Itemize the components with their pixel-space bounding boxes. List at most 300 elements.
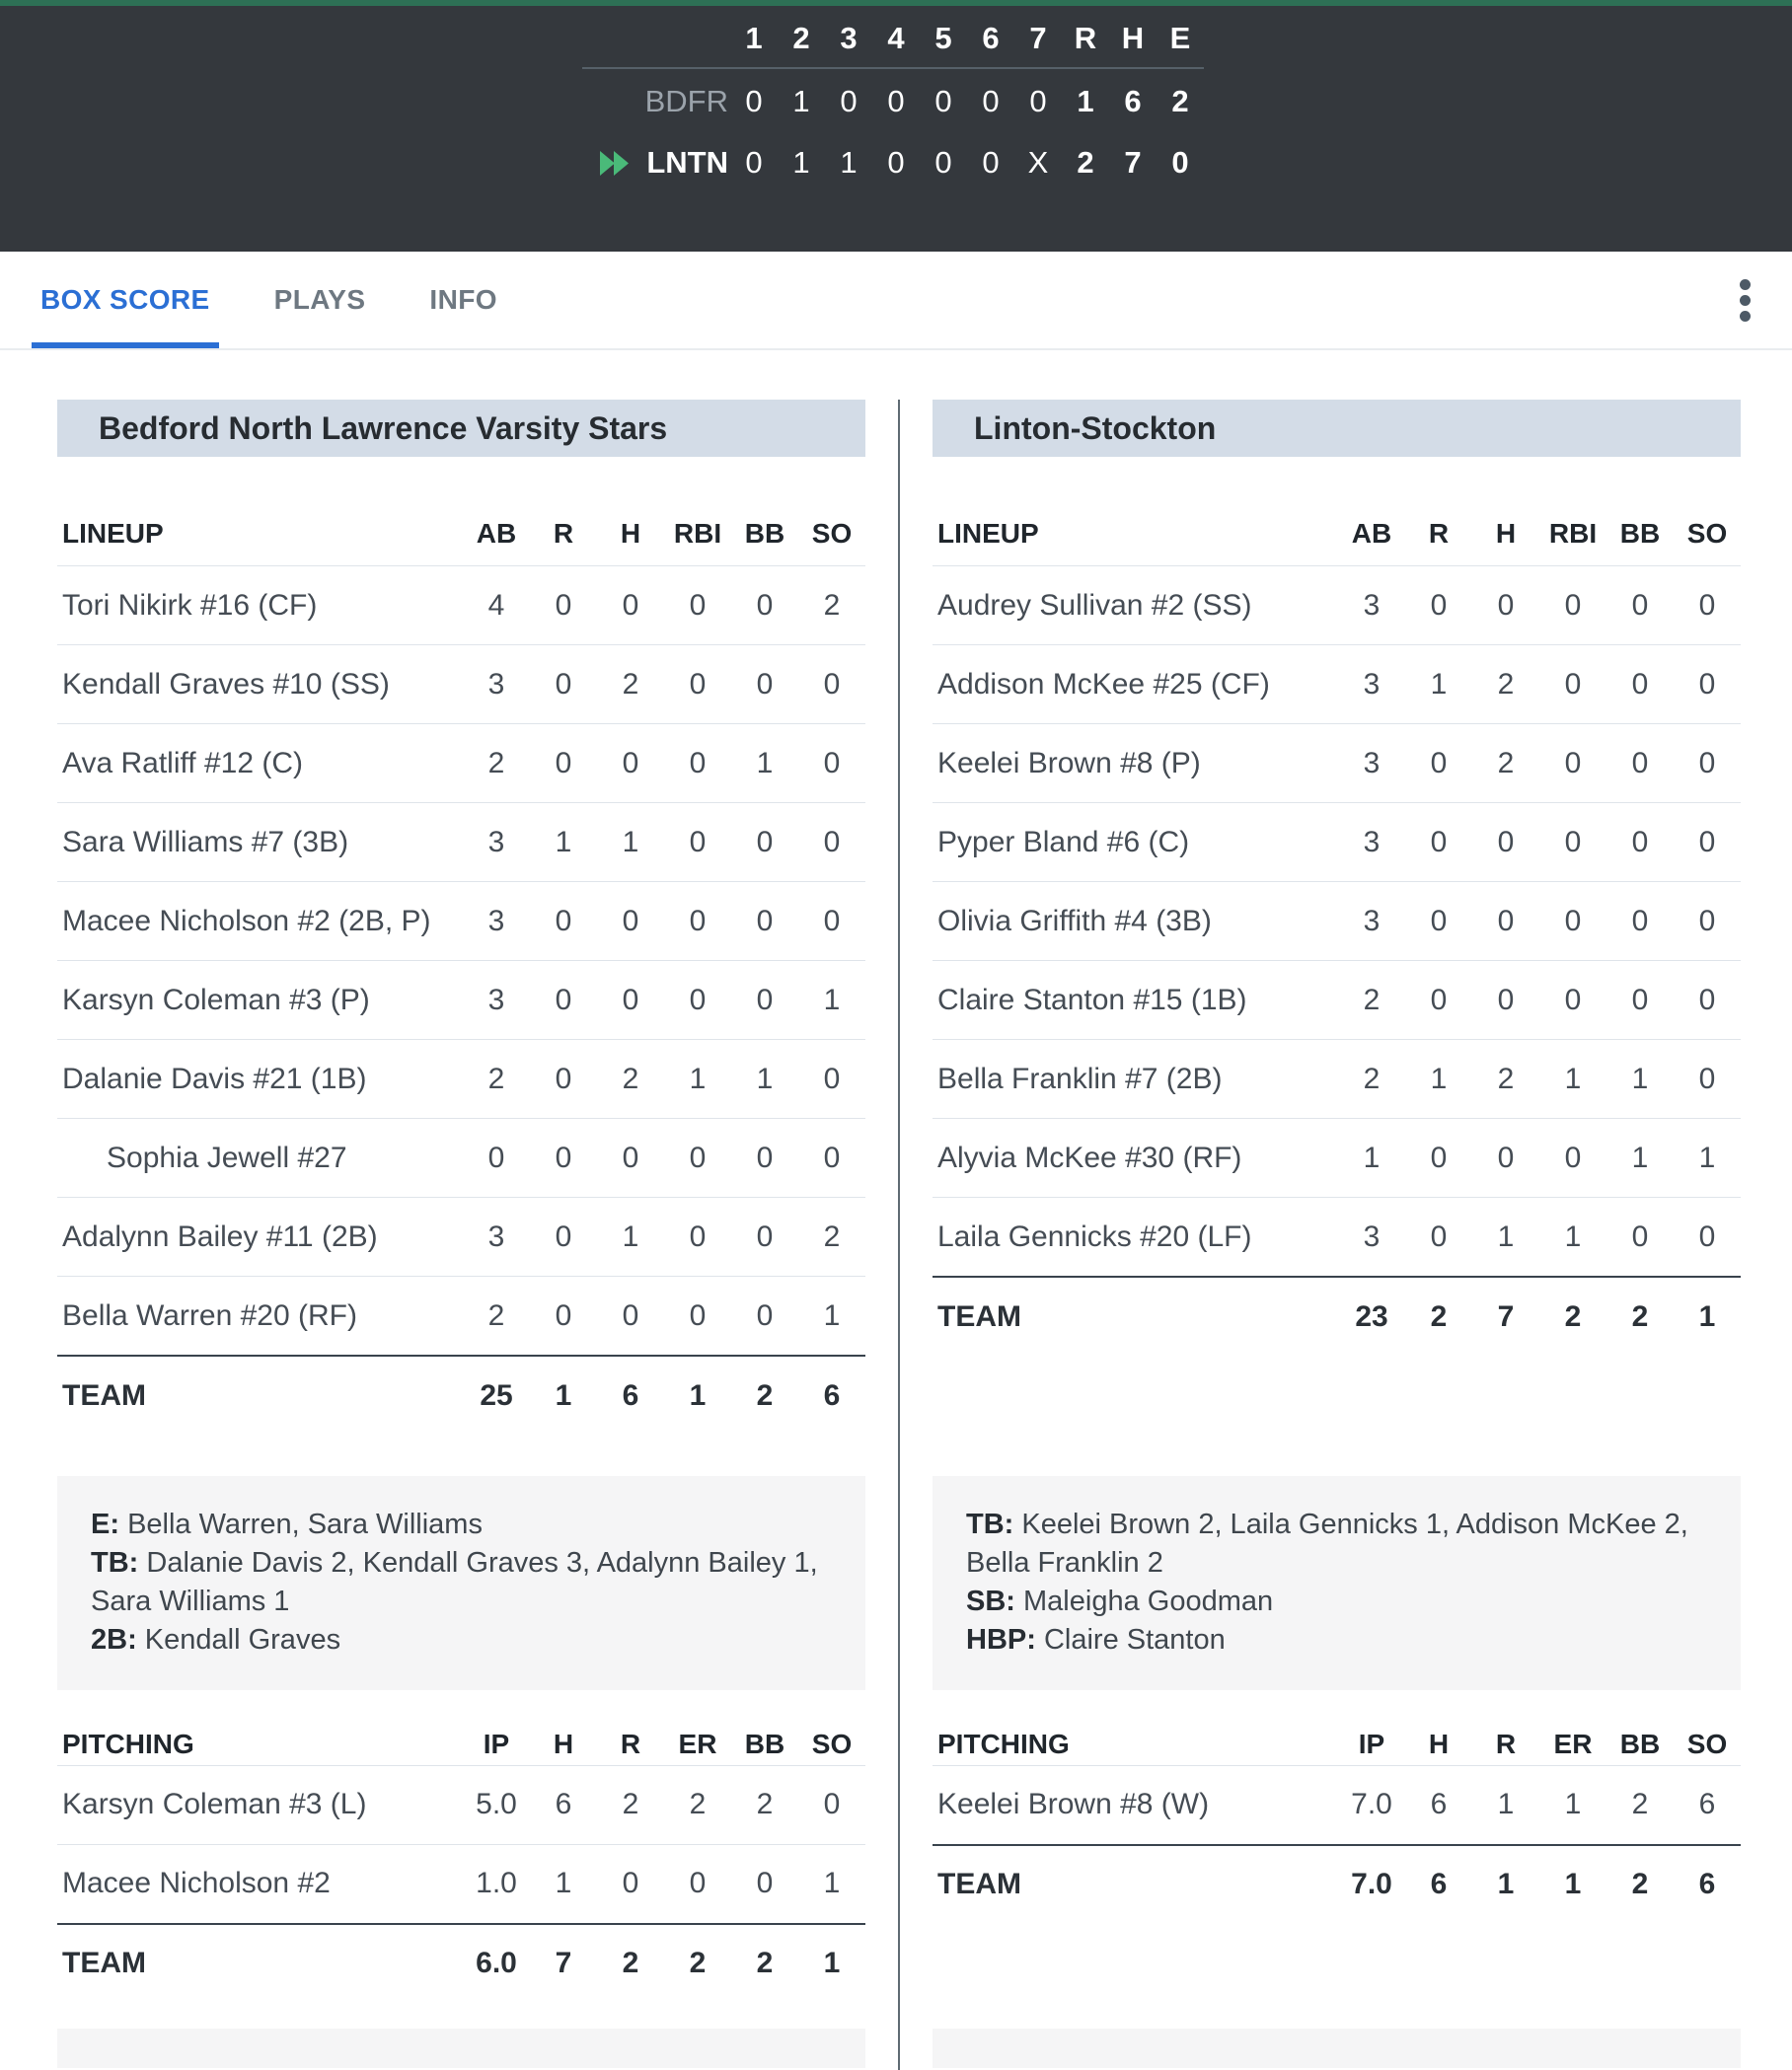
row-label: PITCHING: [937, 1728, 1070, 1759]
stat-cell: AB: [1351, 518, 1392, 550]
stat-cell: 1: [823, 1867, 841, 1900]
stat-cell: 0: [555, 1062, 572, 1095]
stat-cell: 0: [689, 904, 707, 937]
stat-cell: 0: [1430, 746, 1448, 779]
stat-cell: 1: [555, 825, 572, 858]
stat-cell: 0: [1564, 825, 1582, 858]
note-line: [91, 1506, 832, 1544]
stat-cell: 2: [823, 588, 841, 622]
stat-cell: 3: [1363, 825, 1381, 858]
stat-cell: AB: [476, 518, 517, 550]
pitching-row: [57, 1766, 865, 1845]
stat-cell: 0: [1497, 1141, 1515, 1174]
team-total-row: [57, 1355, 865, 1435]
column-divider: [898, 400, 900, 2070]
lineup-row: [933, 882, 1741, 961]
lineup-row: [933, 1040, 1741, 1119]
stat-cell: 0: [756, 1867, 774, 1900]
stat-cell: R: [1495, 1728, 1517, 1759]
stat-cell: 1: [1430, 667, 1448, 701]
note-label: 2B:: [91, 1624, 137, 1657]
stat-cell: 0: [1698, 1062, 1716, 1095]
note-line: [966, 1506, 1707, 1583]
inning-cell: 0: [934, 84, 952, 118]
stat-cell: R: [1428, 518, 1450, 550]
stat-cell: 0: [689, 983, 707, 1016]
kebab-menu-icon[interactable]: [1730, 252, 1760, 348]
stat-cell: 1: [622, 825, 639, 858]
stat-cell: 3: [1363, 588, 1381, 622]
stat-cell: 3: [1363, 746, 1381, 779]
stat-cell: 1: [1497, 1788, 1515, 1821]
lineup-row: [933, 566, 1741, 645]
lineup-row: [933, 645, 1741, 724]
stat-cell: RBI: [1548, 518, 1598, 550]
stat-cell: 0: [1698, 667, 1716, 701]
stat-cell: BB: [744, 1728, 785, 1759]
row-label: Laila Gennicks #20 (LF): [937, 1220, 1252, 1253]
stat-cell: 0: [689, 588, 707, 622]
stat-cell: 5.0: [476, 1788, 517, 1821]
stat-cell: 0: [756, 983, 774, 1016]
stat-cell: 0: [1430, 1141, 1448, 1174]
stat-cell: 6: [1698, 1868, 1716, 1901]
inning-column-label: E: [1169, 21, 1191, 55]
note-label: SB:: [966, 1586, 1015, 1618]
inning-cell: 1: [840, 145, 858, 180]
stat-cell: SO: [811, 1728, 853, 1759]
tab-plays[interactable]: PLAYS: [273, 284, 366, 315]
team-abbr: BDFR: [644, 84, 728, 118]
inning-column-label: 1: [745, 21, 763, 55]
stat-cell: 1: [756, 746, 774, 779]
stat-cell: 0: [622, 1867, 639, 1900]
stat-cell: 0: [689, 1220, 707, 1253]
stat-cell: 3: [487, 1220, 505, 1253]
note-label: E:: [91, 1509, 119, 1541]
stat-cell: 0: [1430, 1220, 1448, 1253]
lineup-row: [57, 882, 865, 961]
stat-cell: 2: [622, 1947, 639, 1980]
stat-cell: 0: [555, 1220, 572, 1253]
stat-cell: 0: [823, 746, 841, 779]
note-line: [966, 1621, 1707, 1660]
pitching-notes-stub: [57, 2029, 865, 2068]
stat-cell: 0: [756, 825, 774, 858]
stat-cell: 0: [689, 825, 707, 858]
tab-bar: [0, 252, 1792, 350]
stat-cell: 2: [1631, 1868, 1649, 1901]
row-label: Macee Nicholson #2 (2B, P): [62, 904, 431, 937]
inning-cell: 0: [840, 84, 858, 118]
note-text: Claire Stanton: [1043, 1624, 1226, 1657]
stat-cell: 0: [555, 904, 572, 937]
stat-cell: 6.0: [476, 1947, 517, 1980]
lineup-row: [57, 645, 865, 724]
stat-cell: 0: [622, 983, 639, 1016]
fast-forward-icon: [599, 150, 633, 177]
stat-cell: 6: [1430, 1788, 1448, 1821]
stat-cell: 0: [1631, 825, 1649, 858]
stat-cell: 0: [756, 1220, 774, 1253]
stat-cell: 0: [1497, 825, 1515, 858]
stat-cell: 1: [1497, 1868, 1515, 1901]
stat-cell: 0: [555, 588, 572, 622]
stat-cell: 0: [1698, 904, 1716, 937]
lineup-row: [57, 724, 865, 803]
stat-cell: 2: [487, 1298, 505, 1332]
inning-cell: 0: [982, 84, 1000, 118]
stat-cell: IP: [483, 1728, 510, 1759]
row-label: Claire Stanton #15 (1B): [937, 983, 1247, 1016]
team-notes: [933, 1476, 1741, 1689]
stat-cell: 7: [555, 1947, 572, 1980]
stat-cell: 6: [622, 1378, 639, 1412]
stat-cell: 2: [487, 1062, 505, 1095]
stat-cell: 2: [689, 1788, 707, 1821]
stat-cell: 1: [1497, 1220, 1515, 1253]
stat-cell: 0: [823, 667, 841, 701]
stat-cell: 2: [756, 1378, 774, 1412]
stat-cell: 6: [555, 1788, 572, 1821]
rhe-cell: 1: [1077, 84, 1094, 118]
stat-cell: 1: [823, 983, 841, 1016]
lineup-row: [933, 1198, 1741, 1276]
row-label: Alyvia McKee #30 (RF): [937, 1141, 1242, 1174]
inning-column-label: R: [1074, 21, 1097, 55]
stat-cell: 2: [1430, 1299, 1448, 1333]
stat-cell: 0: [689, 1141, 707, 1174]
stat-cell: 3: [487, 983, 505, 1016]
stat-cell: 1.0: [476, 1867, 517, 1900]
inning-cell: 0: [745, 145, 763, 180]
lineup-row: [933, 1119, 1741, 1198]
note-text: Keelei Brown 2, Laila Gennicks 1, Addison McKee 2, Bella Franklin 2: [966, 1509, 1688, 1580]
stat-cell: IP: [1358, 1728, 1385, 1759]
stat-cell: 0: [1631, 904, 1649, 937]
stat-cell: 0: [555, 746, 572, 779]
row-label: Bella Franklin #7 (2B): [937, 1062, 1223, 1095]
stat-cell: 2: [1363, 983, 1381, 1016]
stat-cell: 2: [756, 1788, 774, 1821]
stat-cell: 0: [622, 1298, 639, 1332]
stat-cell: 0: [689, 746, 707, 779]
stat-cell: 2: [622, 1062, 639, 1095]
stat-cell: 6: [823, 1378, 841, 1412]
pitching-row: [57, 1845, 865, 1923]
stat-cell: 2: [1497, 746, 1515, 779]
row-label: LINEUP: [62, 518, 164, 550]
stat-cell: 2: [1497, 1062, 1515, 1095]
note-label: HBP:: [966, 1624, 1036, 1657]
stat-cell: 1: [1564, 1220, 1582, 1253]
stat-cell: 2: [622, 1788, 639, 1821]
stat-cell: 0: [1430, 825, 1448, 858]
row-label: Addison McKee #25 (CF): [937, 667, 1270, 701]
team-name: Bedford North Lawrence Varsity Stars: [99, 409, 668, 446]
row-label: Karsyn Coleman #3 (L): [62, 1788, 367, 1821]
lineup-header-row: [57, 502, 865, 566]
stat-cell: 1: [555, 1867, 572, 1900]
rhe-cell: 2: [1171, 84, 1189, 118]
row-label: PITCHING: [62, 1728, 194, 1759]
tab-info[interactable]: INFO: [429, 284, 497, 315]
stat-cell: R: [553, 518, 574, 550]
note-label: TB:: [966, 1509, 1014, 1541]
lineup-row: [57, 961, 865, 1040]
stat-cell: 2: [622, 667, 639, 701]
stat-cell: 0: [1564, 746, 1582, 779]
stat-cell: 0: [1564, 667, 1582, 701]
inning-cell: 0: [887, 84, 905, 118]
stat-cell: 0: [1698, 746, 1716, 779]
row-label: Sophia Jewell #27: [107, 1141, 347, 1174]
rhe-cell: 0: [1171, 145, 1189, 180]
stat-cell: 0: [689, 1867, 707, 1900]
team-notes: [57, 1476, 865, 1689]
rhe-cell: 6: [1124, 84, 1142, 118]
lineup-table: [57, 502, 865, 1437]
stat-cell: 2: [756, 1947, 774, 1980]
stat-cell: 1: [1698, 1299, 1716, 1333]
note-text: Kendall Graves: [144, 1624, 341, 1657]
row-label: Audrey Sullivan #2 (SS): [937, 588, 1252, 622]
stat-cell: 0: [622, 588, 639, 622]
row-label: Dalanie Davis #21 (1B): [62, 1062, 367, 1095]
stat-cell: 0: [823, 904, 841, 937]
stat-cell: 7.0: [1351, 1788, 1392, 1821]
inning-column-label: 7: [1029, 21, 1047, 55]
note-label: TB:: [91, 1547, 139, 1580]
stat-cell: 2: [1631, 1788, 1649, 1821]
stat-cell: 1: [1564, 1788, 1582, 1821]
stat-cell: 1: [1363, 1141, 1381, 1174]
linescore-header-row: [582, 14, 1204, 63]
row-label: LINEUP: [937, 518, 1039, 550]
inning-column-label: 4: [887, 21, 905, 55]
row-label: Adalynn Bailey #11 (2B): [62, 1220, 378, 1253]
stat-cell: 6: [1430, 1868, 1448, 1901]
stat-cell: 2: [823, 1220, 841, 1253]
lineup-row: [57, 566, 865, 645]
team-name-header: [933, 400, 1741, 457]
stat-cell: 1: [689, 1378, 707, 1412]
stat-cell: 1: [1564, 1062, 1582, 1095]
lineup-row: [57, 803, 865, 882]
pitching-table: [933, 1724, 1741, 2005]
stat-cell: 3: [1363, 904, 1381, 937]
stat-cell: 1: [756, 1062, 774, 1095]
row-label: Keelei Brown #8 (P): [937, 746, 1201, 779]
inning-cell: X: [1027, 145, 1049, 180]
stat-cell: BB: [1619, 518, 1661, 550]
team-name-header: [57, 400, 865, 457]
row-label: Pyper Bland #6 (C): [937, 825, 1190, 858]
stat-cell: 0: [1698, 1220, 1716, 1253]
stat-cell: 0: [1698, 588, 1716, 622]
stat-cell: 25: [480, 1378, 513, 1412]
box-score-content: [0, 350, 1792, 2070]
stat-cell: 1: [823, 1298, 841, 1332]
note-line: [91, 1544, 832, 1621]
stat-cell: 0: [555, 667, 572, 701]
pitching-header-row: [57, 1724, 865, 1766]
lineup-row: [57, 1119, 865, 1198]
inning-column-label: 3: [840, 21, 858, 55]
stat-cell: 3: [487, 825, 505, 858]
stat-cell: 0: [1698, 825, 1716, 858]
row-label: TEAM: [937, 1868, 1021, 1901]
inning-column-label: H: [1121, 21, 1145, 55]
inning-cell: 0: [745, 84, 763, 118]
row-label: Sara Williams #7 (3B): [62, 825, 349, 858]
lineup-header-row: [933, 502, 1741, 566]
tab-box-score[interactable]: BOX SCORE: [32, 252, 219, 348]
stat-cell: 1: [823, 1947, 841, 1980]
note-text: Dalanie Davis 2, Kendall Graves 3, Adalynn Bailey 1, Sara Williams 1: [91, 1547, 818, 1618]
inning-cell: 0: [1029, 84, 1047, 118]
inning-column-label: 5: [934, 21, 952, 55]
stat-cell: 2: [1631, 1299, 1649, 1333]
stat-cell: 1: [1631, 1062, 1649, 1095]
note-text: Bella Warren, Sara Williams: [127, 1509, 483, 1541]
stat-cell: 0: [1564, 1141, 1582, 1174]
pitching-table: [57, 1724, 865, 2005]
stat-cell: ER: [1553, 1728, 1593, 1759]
rhe-cell: 7: [1124, 145, 1142, 180]
stat-cell: 0: [1564, 904, 1582, 937]
inning-cell: 0: [887, 145, 905, 180]
inning-column-label: 2: [792, 21, 810, 55]
stat-cell: 0: [756, 1298, 774, 1332]
stat-cell: 3: [1363, 667, 1381, 701]
stat-cell: 0: [1631, 667, 1649, 701]
row-label: Karsyn Coleman #3 (P): [62, 983, 370, 1016]
stat-cell: SO: [1686, 1728, 1728, 1759]
stat-cell: 0: [1497, 983, 1515, 1016]
team-name: Linton-Stockton: [974, 409, 1217, 446]
stat-cell: 0: [1497, 588, 1515, 622]
stat-cell: 0: [555, 983, 572, 1016]
stat-cell: H: [620, 518, 641, 550]
stat-cell: 0: [1698, 983, 1716, 1016]
stat-cell: 0: [1430, 904, 1448, 937]
stat-cell: H: [1428, 1728, 1450, 1759]
scoreboard: [0, 6, 1792, 252]
stat-cell: 0: [1497, 904, 1515, 937]
stat-cell: SO: [1686, 518, 1728, 550]
lineup-row: [933, 724, 1741, 803]
stat-cell: 7.0: [1351, 1868, 1392, 1901]
stat-cell: 0: [555, 1298, 572, 1332]
note-text: Maleigha Goodman: [1023, 1586, 1274, 1618]
stat-cell: BB: [1619, 1728, 1661, 1759]
stat-cell: 4: [487, 588, 505, 622]
stat-cell: 3: [487, 904, 505, 937]
stat-cell: RBI: [673, 518, 722, 550]
row-label: Ava Ratliff #12 (C): [62, 746, 303, 779]
row-label: Macee Nicholson #2: [62, 1867, 331, 1900]
lineup-row: [933, 803, 1741, 882]
inning-cell: 0: [982, 145, 1000, 180]
stat-cell: 0: [689, 667, 707, 701]
stat-cell: 0: [1564, 588, 1582, 622]
stat-cell: 0: [622, 904, 639, 937]
row-label: TEAM: [62, 1947, 146, 1980]
stat-cell: 2: [487, 746, 505, 779]
stat-cell: 2: [689, 1947, 707, 1980]
stat-cell: 0: [1631, 983, 1649, 1016]
stat-cell: 0: [756, 588, 774, 622]
stat-cell: 3: [1363, 1220, 1381, 1253]
stat-cell: 2: [1564, 1299, 1582, 1333]
lineup-table: [933, 502, 1741, 1437]
stat-cell: 1: [1631, 1141, 1649, 1174]
stat-cell: 3: [487, 667, 505, 701]
stat-cell: 1: [689, 1062, 707, 1095]
stat-cell: 1: [555, 1378, 572, 1412]
stat-cell: 0: [756, 1141, 774, 1174]
row-label: Bella Warren #20 (RF): [62, 1298, 357, 1332]
stat-cell: 1: [1698, 1141, 1716, 1174]
stat-cell: 1: [1564, 1868, 1582, 1901]
pitching-header-row: [933, 1724, 1741, 1766]
pitching-total-row: [933, 1844, 1741, 1924]
stat-cell: 0: [823, 825, 841, 858]
stat-cell: 0: [1631, 1220, 1649, 1253]
stat-cell: 1: [1430, 1062, 1448, 1095]
stat-cell: 0: [1430, 588, 1448, 622]
lineup-row: [933, 961, 1741, 1040]
stat-cell: 0: [756, 667, 774, 701]
linescore: [582, 14, 1204, 193]
stat-cell: ER: [678, 1728, 717, 1759]
stat-cell: 0: [823, 1141, 841, 1174]
row-label: Keelei Brown #8 (W): [937, 1788, 1210, 1821]
stat-cell: 0: [823, 1788, 841, 1821]
row-label: TEAM: [937, 1299, 1021, 1333]
stat-cell: 0: [622, 1141, 639, 1174]
row-label: Tori Nikirk #16 (CF): [62, 588, 318, 622]
stat-cell: R: [620, 1728, 641, 1759]
inning-cell: 1: [792, 145, 810, 180]
pitching-notes-stub: [933, 2029, 1741, 2068]
stat-cell: 1: [622, 1220, 639, 1253]
stat-cell: H: [553, 1728, 574, 1759]
inning-cell: 0: [934, 145, 952, 180]
stat-cell: 6: [1698, 1788, 1716, 1821]
stat-cell: 0: [622, 746, 639, 779]
lineup-row: [57, 1277, 865, 1355]
pitching-total-row: [57, 1923, 865, 2003]
stat-cell: SO: [811, 518, 853, 550]
linescore-row-bdfr: [582, 71, 1204, 132]
linescore-divider: [582, 67, 1204, 69]
inning-column-label: 6: [982, 21, 1000, 55]
note-line: [91, 1621, 832, 1660]
stat-cell: 0: [1564, 983, 1582, 1016]
team-abbr: LNTN: [582, 145, 730, 181]
stat-cell: 7: [1497, 1299, 1515, 1333]
linescore-row-lntn: [582, 132, 1204, 193]
stat-cell: 23: [1355, 1299, 1388, 1333]
inning-cell: 1: [792, 84, 810, 118]
stat-cell: BB: [744, 518, 785, 550]
stat-cell: 2: [1363, 1062, 1381, 1095]
stat-cell: 0: [689, 1298, 707, 1332]
stat-cell: H: [1495, 518, 1517, 550]
rhe-cell: 2: [1077, 145, 1094, 180]
